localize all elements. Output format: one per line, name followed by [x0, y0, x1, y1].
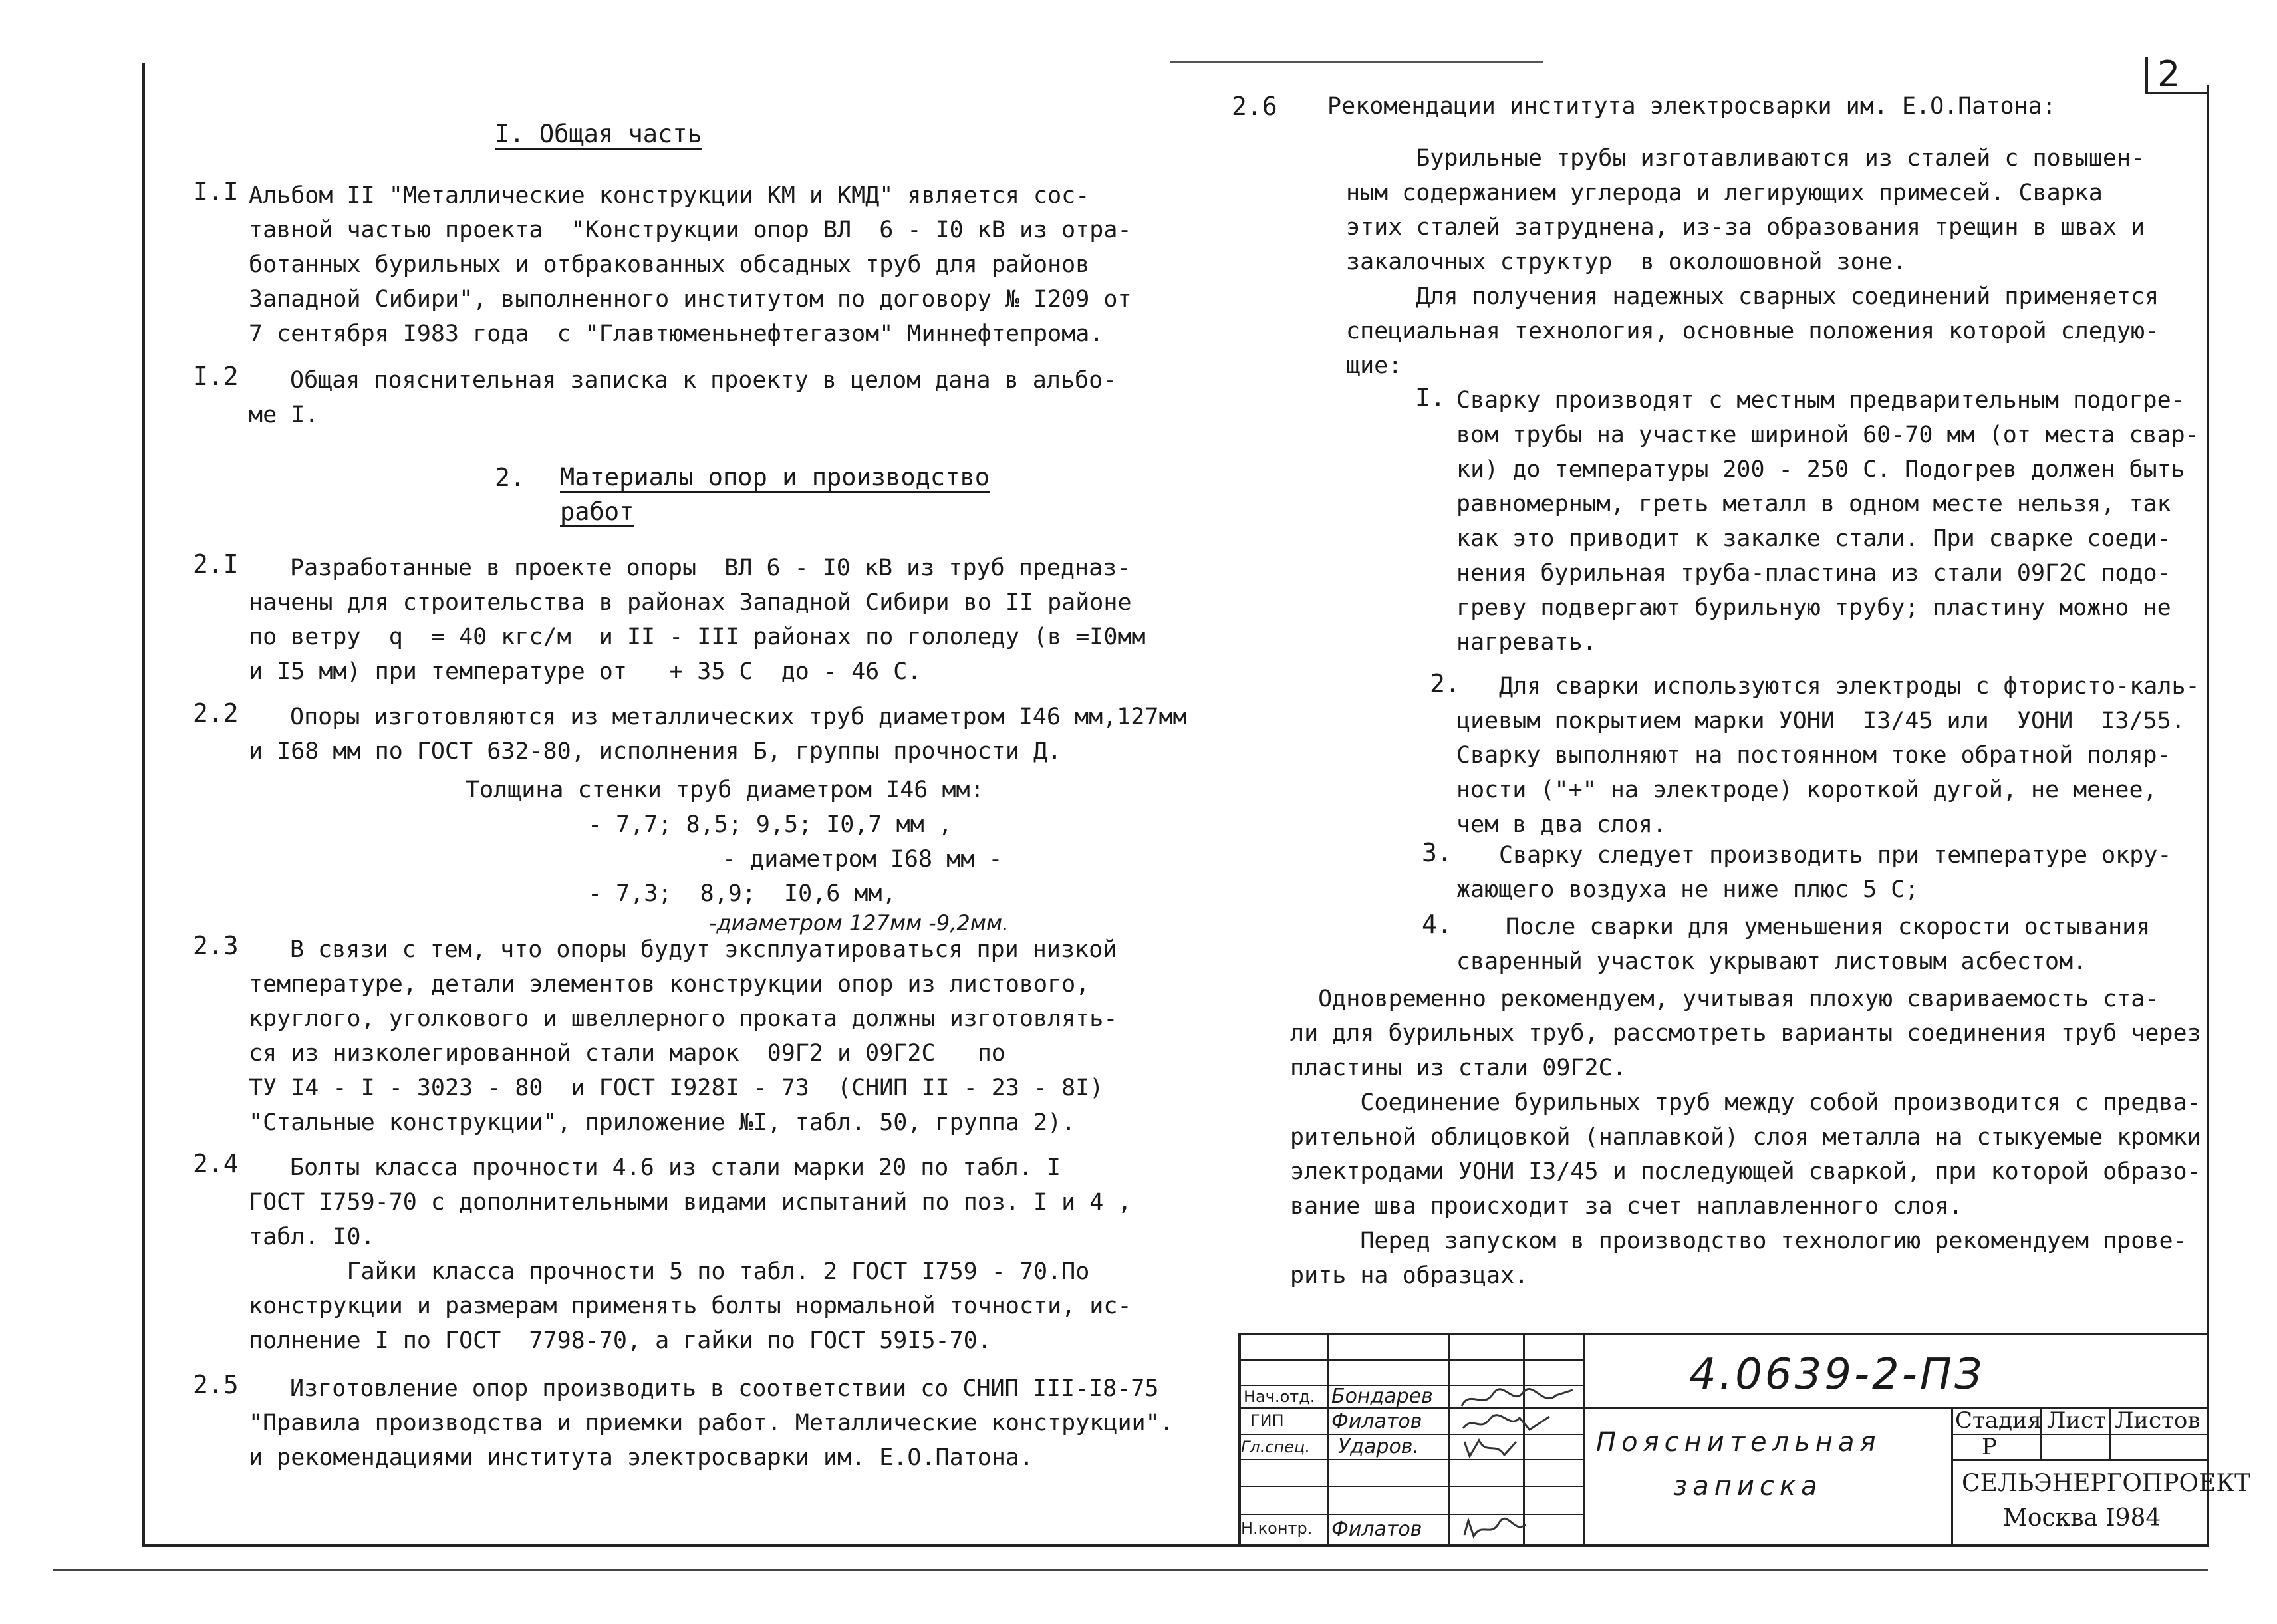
clause-1-2-line-1: Общая пояснительная записка к проекту в целом дана в альбо-	[290, 367, 1117, 394]
clause-2-3-line-2: температуре, детали элементов конструкции опор из листового,	[249, 971, 1090, 998]
item-1-line-5: как это приводит к закалке стали. При сварке соеди-	[1456, 525, 2171, 552]
signature-icon	[1456, 1435, 1583, 1462]
item-2-line-1: Для сварки используются электроды с фтористо-каль-	[1499, 673, 2200, 700]
tb-vline-name	[1448, 1333, 1450, 1544]
clause-2-4-line-5: конструкции и размерам применять болты нормальной точности, ис-	[249, 1293, 1132, 1319]
clause-2-3-number: 2.3	[193, 931, 239, 960]
item-2-line-4: ности ("+" на электроде) короткой дугой, не менее,	[1456, 777, 2157, 803]
document-title-line-2: записка	[1673, 1471, 1823, 1502]
tb-hline-1	[1238, 1359, 1583, 1361]
bottom-dash-line	[53, 1569, 2208, 1571]
tb-vline-date	[1583, 1333, 1585, 1544]
para-c-line-2: ли для бурильных труб, рассмотреть варианты соединения труб через	[1290, 1020, 2201, 1047]
para-d-line-2: рительной облицовкой (наплавкой) слоя металла на стыкуемые кромки	[1290, 1124, 2201, 1150]
para-d-line-3: электродами УОНИ I3/45 и последующей сваркой, при которой образо-	[1290, 1158, 2201, 1185]
clause-2-1-line-3: по ветру q = 40 кгс/м и II - III районах по гололеду (в =I0мм	[249, 624, 1146, 650]
item-4-number: 4.	[1422, 910, 1452, 939]
tb-col-sheets: Листов	[2115, 1407, 2201, 1434]
tb-role-norm-control: Н.контр.	[1241, 1519, 1313, 1538]
section-1-title: I. Общая часть	[495, 120, 702, 148]
top-dash-line	[1170, 61, 1543, 63]
clause-2-5-number: 2.5	[193, 1370, 239, 1399]
tb-name-head-of-dept: Бондарев	[1331, 1385, 1433, 1408]
wall-thickness-168: - 7,3; 8,9; I0,6 мм,	[588, 880, 896, 907]
clause-2-4-line-4: Гайки класса прочности 5 по табл. 2 ГОСТ I759 - 70.По	[249, 1258, 1090, 1285]
clause-2-6-number: 2.6	[1232, 92, 1277, 121]
clause-1-1-line-2: тавной частью проекта "Конструкции опор ВЛ 6 - I0 кВ из отра-	[249, 217, 1132, 243]
clause-2-6-title: Рекомендации института электросварки им. Е.О.Патона:	[1327, 93, 2056, 120]
frame-right-border	[2207, 85, 2209, 1547]
page-number: 2	[2157, 53, 2181, 95]
clause-2-1-line-1: Разработанные в проекте опоры ВЛ 6 - I0 кВ из труб предназ-	[290, 555, 1131, 581]
clause-1-1-line-5: 7 сентября I983 года с "Главтюменьнефтегазом" Миннефтепрома.	[249, 321, 1104, 347]
wall-thickness-146: - 7,7; 8,5; 9,5; I0,7 мм ,	[588, 811, 952, 838]
clause-2-5-line-2: "Правила производства и приемки работ. Металлические конструкции".	[249, 1410, 1174, 1436]
clause-2-2-line-1: Опоры изготовляются из металлических труб диаметром I46 мм,127мм	[290, 704, 1187, 730]
item-1-line-6: нения бурильная труба-пластина из стали 09Г2С подо-	[1456, 560, 2171, 587]
para-e-line-2: рить на образцах.	[1290, 1262, 1529, 1289]
clause-1-1-line-4: Западной Сибири", выполненного институтом по договору № I209 от	[249, 286, 1132, 313]
clause-2-1-line-4: и I5 мм) при температуре от + 35 С до - 46 С.	[249, 658, 922, 685]
para-d-line-1: Соединение бурильных труб между собой производится с предва-	[1290, 1089, 2201, 1116]
item-4-line-1: После сварки для уменьшения скорости остывания	[1506, 914, 2151, 940]
section-2-title-line-1: Материалы опор и производство	[560, 463, 990, 491]
item-2-line-2: циевым покрытием марки УОНИ I3/45 или УОНИ I3/55.	[1456, 708, 2185, 734]
clause-2-3-line-1: В связи с тем, что опоры будут эксплуатироваться при низкой	[290, 936, 1117, 963]
clause-2-4-line-6: полнение I по ГОСТ 7798-70, а гайки по ГОСТ 59I5-70.	[249, 1327, 992, 1354]
clause-2-1-line-2: начены для строительства в районах Западной Сибири во II районе	[249, 589, 1132, 616]
para-a-line-4: закалочных структур в околошовной зоне.	[1346, 249, 1907, 275]
para-c-line-3: пластины из стали 09Г2С.	[1290, 1055, 1627, 1081]
item-1-line-8: нагревать.	[1456, 629, 1597, 656]
item-3-line-1: Сварку следует производить при температуре окру-	[1499, 842, 2172, 869]
item-1-line-4: равномерным, греть металл в одном месте нельзя, так	[1456, 491, 2171, 517]
para-b-line-2: специальная технология, основные положения которой следую-	[1346, 318, 2159, 344]
signature-icon	[1456, 1386, 1583, 1413]
document-code: 4.0639-2-ПЗ	[1689, 1350, 1984, 1399]
clause-2-4-line-3: табл. I0.	[249, 1224, 375, 1250]
clause-2-3-line-5: ТУ I4 - I - 3023 - 80 и ГОСТ I928I - 73 (СНИП II - 23 - 8I)	[249, 1075, 1104, 1101]
tb-col-sheet: Лист	[2047, 1407, 2106, 1434]
para-b-line-3: щие:	[1346, 352, 1403, 379]
clause-2-5-line-3: и рекомендациями института электросварки им. Е.О.Патона.	[249, 1444, 1034, 1471]
item-3-number: 3.	[1422, 838, 1452, 867]
organization-name: СЕЛЬЭНЕРГОПРОЕКТ	[1962, 1470, 2251, 1497]
tb-role-head-of-dept: Нач.отд.	[1244, 1387, 1315, 1406]
clause-2-4-line-2: ГОСТ I759-70 с дополнительными видами испытаний по поз. I и 4 ,	[249, 1189, 1132, 1216]
clause-2-3-line-3: круглого, уголкового и швеллерного проката должны изготовлять-	[249, 1006, 1118, 1032]
tb-stage-value: Р	[1982, 1434, 1997, 1460]
clause-2-1-number: 2.I	[193, 549, 239, 579]
organization-city-year: Москва I984	[2003, 1504, 2161, 1532]
tb-role-chief-engineer: ГИП	[1250, 1411, 1284, 1430]
item-2-number: 2.	[1430, 669, 1460, 698]
tb-name-chief-specialist: Ударов.	[1338, 1435, 1420, 1458]
clause-1-2-number: I.2	[193, 362, 239, 391]
item-2-line-5: чем в два слоя.	[1456, 811, 1667, 838]
clause-1-1-line-1: Альбом II "Металлические конструкции КМ и КМД" является сос-	[249, 182, 1090, 209]
clause-2-3-line-4: ся из низколегированной стали марок 09Г2 и 09Г2С по	[249, 1040, 1005, 1067]
para-c-line-1: Одновременно рекомендуем, учитывая плохую свариваемость ста-	[1290, 986, 2159, 1012]
para-e-line-1: Перед запуском в производство технологию рекомендуем прове-	[1290, 1228, 2187, 1254]
clause-1-1-line-3: ботанных бурильных и отбракованных обсадных труб для районов	[249, 251, 1090, 278]
wall-thickness-heading: Толщина стенки труб диаметром I46 мм:	[466, 777, 984, 803]
tb-name-chief-engineer: Филатов	[1331, 1410, 1422, 1433]
clause-2-2-line-2: и I68 мм по ГОСТ 632-80, исполнения Б, группы прочности Д.	[249, 738, 1062, 765]
clause-1-1-number: I.I	[193, 177, 239, 206]
section-2-title-line-2: работ	[560, 497, 634, 526]
item-2-line-3: Сварку выполняют на постоянном токе обратной поляр-	[1456, 742, 2171, 769]
item-1-line-3: ки) до температуры 200 - 250 С. Подогрев должен быть	[1456, 456, 2185, 483]
wall-diameter-168-label: - диаметром I68 мм -	[722, 846, 1003, 873]
tb-hline-6	[1238, 1486, 1583, 1487]
section-2-number: 2.	[495, 463, 525, 492]
item-1-line-1: Сварку производят с местным предварительным подогре-	[1456, 387, 2185, 414]
tb-name-norm-control: Филатов	[1331, 1518, 1422, 1541]
item-1-line-7: греву подвергают бурильную трубу; пластину можно не	[1456, 595, 2171, 621]
para-a-line-2: ным содержанием углерода и легирующих примесей. Сварка	[1346, 180, 2103, 206]
tb-vline-org	[1951, 1407, 1953, 1544]
para-a-line-3: этих сталей затруднена, из-за образования трещин в швах и	[1346, 214, 2145, 241]
wall-diameter-127-handwritten: -диаметром 127мм -9,2мм.	[709, 910, 1009, 936]
clause-1-2-line-2: ме I.	[249, 402, 319, 428]
document-title-line-1: Пояснительная	[1596, 1427, 1881, 1458]
item-1-line-2: вом трубы на участке шириной 60-70 мм (от места свар-	[1456, 422, 2199, 448]
clause-2-4-number: 2.4	[193, 1149, 239, 1178]
signature-icon	[1456, 1410, 1583, 1436]
clause-2-3-line-6: "Стальные конструкции", приложение №I, табл. 50, группа 2).	[249, 1109, 1076, 1136]
item-1-number: I.	[1415, 383, 1446, 412]
item-3-line-2: жающего воздуха не ниже плюс 5 С;	[1456, 877, 1919, 903]
para-b-line-1: Для получения надежных сварных соединений применяется	[1346, 283, 2159, 310]
clause-2-4-line-1: Болты класса прочности 4.6 из стали марки 20 по табл. I	[290, 1154, 1061, 1181]
signature-icon	[1456, 1515, 1583, 1544]
tb-role-chief-specialist: Гл.спец.	[1241, 1438, 1310, 1456]
tb-col-stage: Стадия	[1955, 1407, 2042, 1434]
frame-left-border	[142, 63, 145, 1546]
clause-2-5-line-1: Изготовление опор производить в соответствии со СНИП III-I8-75	[290, 1375, 1159, 1402]
item-4-line-2: сваренный участок укрывают листовым асбестом.	[1456, 948, 2087, 975]
tb-vline-role	[1327, 1333, 1329, 1544]
para-d-line-4: вание шва происходит за счет наплавленного слоя.	[1290, 1193, 1963, 1220]
clause-2-2-number: 2.2	[193, 698, 239, 728]
para-a-line-1: Бурильные трубы изготавливаются из сталей с повышен-	[1346, 145, 2145, 172]
